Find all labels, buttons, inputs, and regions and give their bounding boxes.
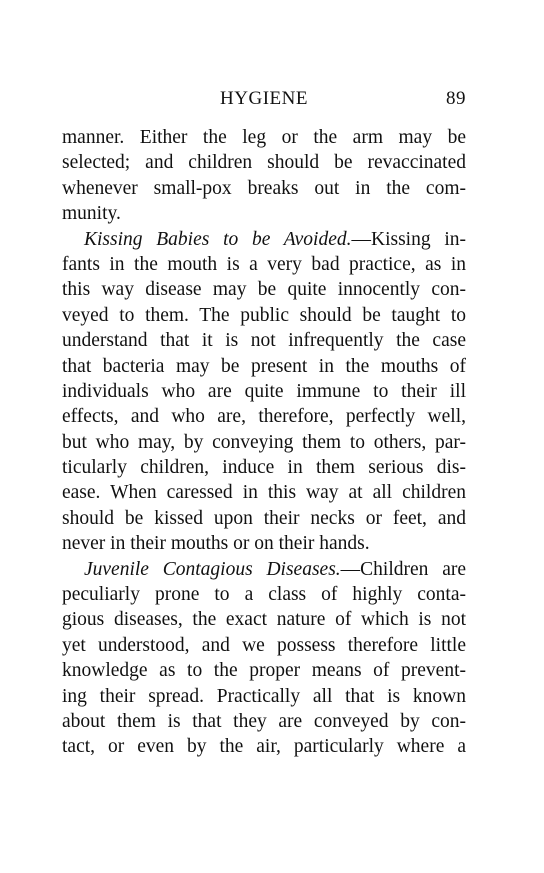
- text-line: selected; and children should be revaccinated: [62, 152, 466, 174]
- text-line: tact, or even by the air, particularly where a: [62, 736, 466, 758]
- text-line: individuals who are quite immune to their ill: [62, 380, 466, 402]
- text-line: peculiarly prone to a class of highly conta-: [62, 584, 466, 606]
- text-line: whenever small-pox breaks out in the com-: [62, 177, 466, 199]
- text-line: knowledge as to the proper means of prevent-: [62, 660, 466, 682]
- page-number: 89: [446, 88, 466, 109]
- text-line: effects, and who are, therefore, perfectly well,: [62, 406, 466, 428]
- text-line: about them is that they are conveyed by con-: [62, 710, 466, 732]
- text-line: should be kissed upon their necks or feet, and: [62, 507, 466, 529]
- text-line: manner. Either the leg or the arm may be: [62, 127, 466, 148]
- text-fragment: —Children are: [340, 558, 467, 580]
- running-title: HYGIENE: [220, 88, 308, 109]
- text-line: munity.: [62, 203, 121, 225]
- text-line: understand that it is not infrequently the case: [62, 330, 466, 352]
- text-fragment: —Kissing in-: [351, 228, 466, 250]
- text-line: gious diseases, the exact nature of which is not: [62, 609, 466, 631]
- running-head: [62, 88, 466, 114]
- text-line: that bacteria may be present in the mouths of: [62, 355, 466, 377]
- text-line: ease. When caressed in this way at all children: [62, 482, 466, 504]
- section-heading-kissing-babies: Kissing Babies to be Avoided.: [84, 228, 352, 250]
- text-line: fants in the mouth is a very bad practice, as in: [62, 253, 466, 275]
- text-line: ing their spread. Practically all that is known: [62, 685, 466, 707]
- section-heading-line: [62, 227, 466, 252]
- text-line: never in their mouths or on their hands.: [62, 533, 370, 555]
- text-line: this way disease may be quite innocently con-: [62, 279, 466, 301]
- section-heading-juvenile-diseases: Juvenile Contagious Diseases.: [84, 558, 341, 580]
- text-line: yet understood, and we possess therefore little: [62, 634, 466, 656]
- body-text: [62, 125, 466, 760]
- text-line: ticularly children, induce in them serious dis-: [62, 457, 466, 479]
- section-heading-line: [62, 557, 466, 582]
- text-line: veyed to them. The public should be taught to: [62, 304, 466, 326]
- text-line: but who may, by conveying them to others, par-: [62, 431, 466, 453]
